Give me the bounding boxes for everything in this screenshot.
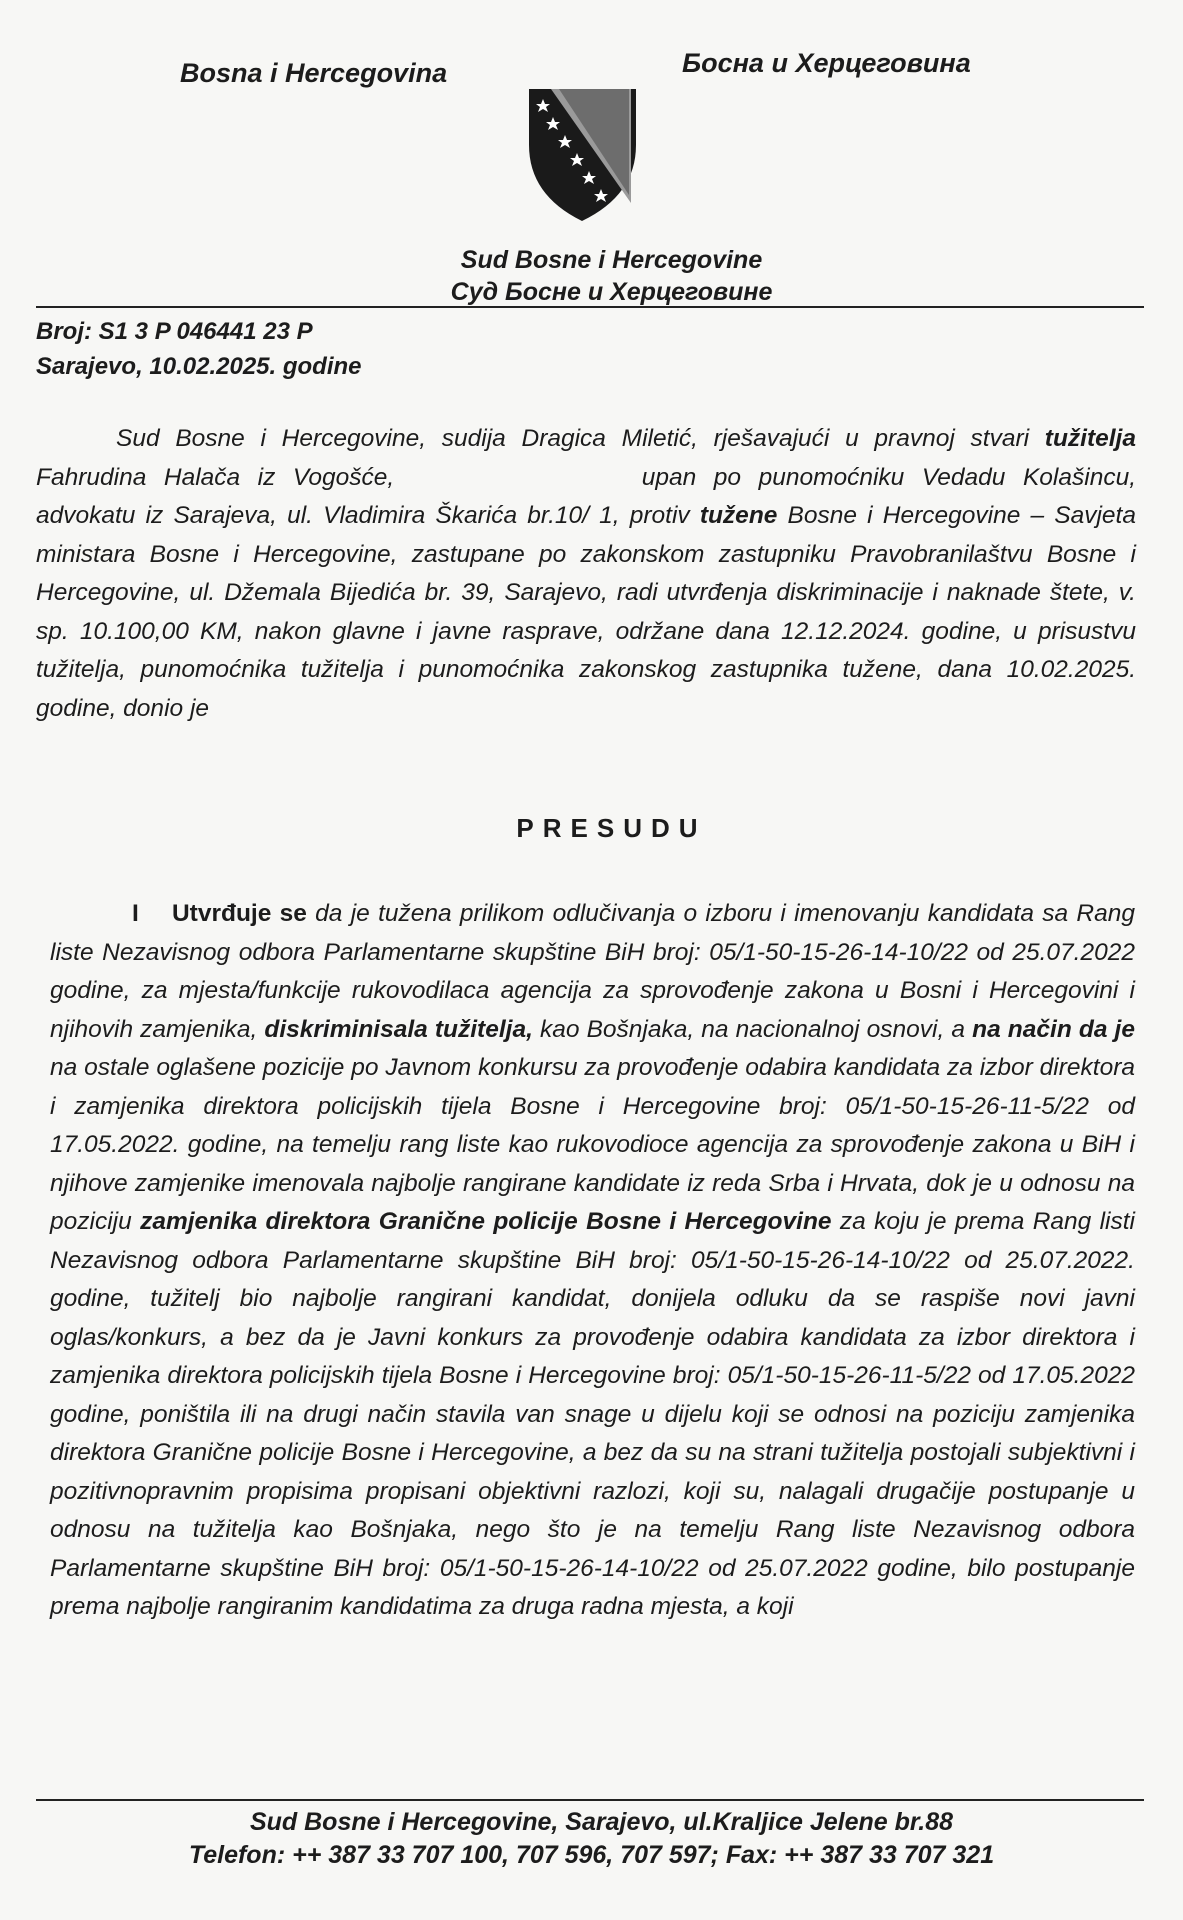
- section-text-2: kao Bošnjaka, na nacionalnoj osnovi, a: [532, 1015, 973, 1043]
- intro-text-4: Bosne i Hercegovine – Savjeta ministara Bosne i Hercegovine, zastupane po zakonskom zastupniku Pravobranilaštvu Bosne i Hercegovine, ul. Džemala Bijedića br. 39, Sarajevo, radi utvrđenja diskriminacije i naknade štete, v. sp. 10.100,00 KM, nakon glavne i javne rasprave, održane dana 12.12.2024. godine, u prisustvu tužitelja, punomoćnika tužitelja i punomoćnika zakonskog zastupnika tužene, dana 10.02.2025. godine, donio je: [36, 502, 1136, 722]
- section-lead-bold: Utvrđuje se: [171, 900, 307, 927]
- footer-divider: [36, 1799, 1144, 1801]
- court-name-cyrillic: Суд Босне и Херцеговине: [450, 278, 773, 306]
- intro-plaintiff-label: tužitelja: [1044, 425, 1136, 452]
- verdict-section-1: [50, 895, 1135, 1627]
- verdict-title: PRESUDU: [516, 813, 707, 843]
- intro-text-2: Fahrudina Halača iz Vogošće,: [36, 463, 412, 491]
- case-place-date: Sarajevo, 10.02.2025. godine: [36, 353, 362, 380]
- intro-text-3: upan po punomoćniku Vedadu Kolašincu, advokatu iz Sarajeva, ul. Vladimira Škarića br.10/ 1, protiv: [36, 463, 1136, 529]
- intro-defendant-label: tužene: [699, 502, 778, 529]
- section-text-3: na ostale oglašene pozicije po Javnom konkursu za provođenje odabira kandidata za izbor direktora i zamjenika direktora policijskih tijela Bosne i Hercegovine broj: 05/1-50-15-26-11-5/22 od 17.05.2022. godine, na temelju rang liste kao rukovodioce agencija za sprovođenje zakona u BiH i njihove zamjenike imenovala najbolje rangirane kandidate iz reda Srba i Hrvata, dok je u odnosu na poziciju: [50, 1054, 1135, 1235]
- section-text-4: za koju je prema Rang listi Nezavisnog odbora Parlamentarne skupštine BiH broj: 05/1-50-15-26-14-10/22 od 25.07.2022. godine, tužitelj bio najbolje rangirani kandidat, donijela odluku da se raspiše novi javni oglas/konkurs, a bez da je Javni konkurs za provođenje odabira kandidata za izbor direktora i zamjenika direktora policijskih tijela Bosne i Hercegovine broj: 05/1-50-15-26-11-5/22 od 17.05.2022 godine, poništila ili na drugi način stavila van snage u dijelu koji se odnosi na poziciju zamjenika direktora Granične policije Bosne i Hercegovine, a bez da su na strani tužitelja postojali subjektivni i pozitivnopravnim propisima propisani objektivni razlozi, koji su, nalagali drugačije postupanje u odnosu na tužitelja kao Bošnjaka, nego što je na temelju Rang liste Nezavisnog odbora Parlamentarne skupštine BiH broj: 05/1-50-15-26-14-10/22 od 25.07.2022 godine, bilo postupanje prema najbolje rangiranim kandidatima za druga radna mjesta, a koji: [50, 1208, 1136, 1620]
- case-number: Broj: S1 3 P 046441 23 P: [36, 318, 313, 345]
- footer-contact: Telefon: ++ 387 33 707 100, 707 596, 707 597; Fax: ++ 387 33 707 321: [188, 1841, 995, 1869]
- section-numeral: I: [132, 900, 139, 927]
- section-text-1: da je tužena prilikom odlučivanja o izboru i imenovanju kandidata sa Rang liste Nezavisnog odbora Parlamentarne skupštine BiH broj: 05/1-50-15-26-14-10/22 od 25.07.2022 godine, za mjesta/funkcije rukovodilaca agencija za sprovođenje zakona u Bosni i Hercegovini i njihovih zamjenika,: [50, 900, 1136, 1043]
- intro-text-1: Sud Bosne i Hercegovine, sudija Dragica Miletić, rješavajući u pravnoj stvari: [116, 425, 1045, 452]
- court-name-latin: Sud Bosne i Hercegovine: [460, 246, 763, 274]
- bih-coat-of-arms-icon: [525, 85, 640, 225]
- intro-paragraph: [36, 420, 1136, 728]
- section-bold-manner: na način da je: [972, 1015, 1135, 1043]
- footer-address: Sud Bosne i Hercegovine, Sarajevo, ul.Kraljice Jelene br.88: [249, 1808, 954, 1836]
- section-bold-discrimination: diskriminisala tužitelja,: [264, 1015, 533, 1043]
- header-divider: [36, 306, 1144, 308]
- header-country-latin: Bosna i Hercegovina: [180, 58, 448, 88]
- section-bold-position: zamjenika direktora Granične policije Bosne i Hercegovine: [140, 1208, 832, 1235]
- header-country-cyrillic: Босна и Херцеговина: [682, 48, 971, 78]
